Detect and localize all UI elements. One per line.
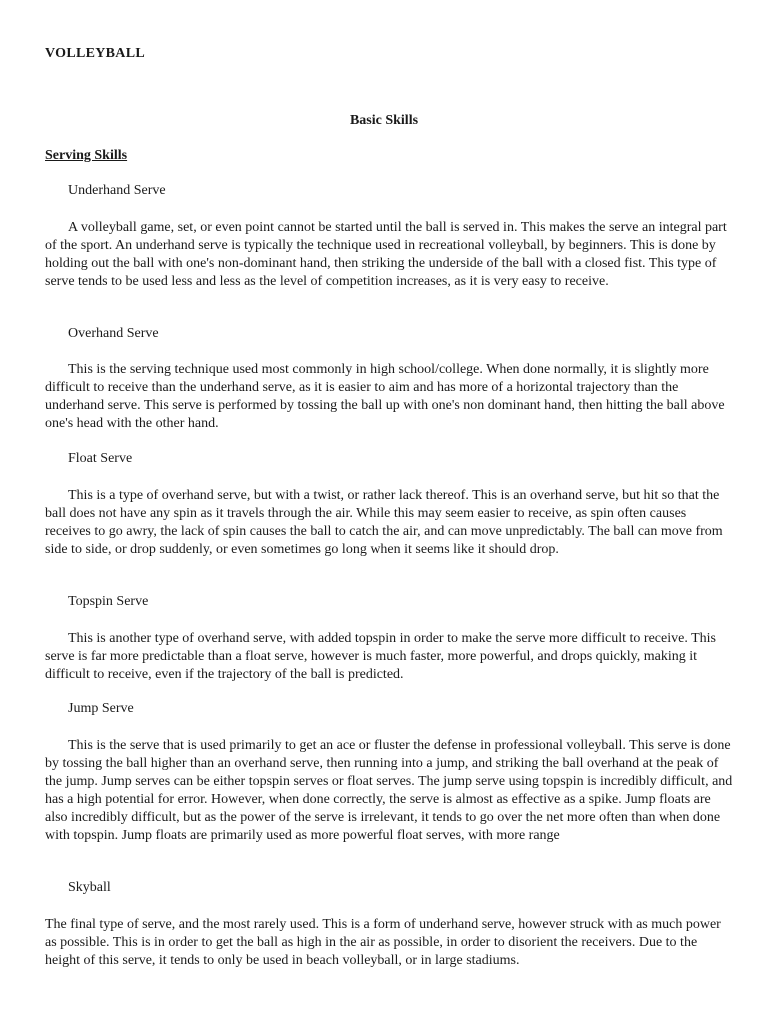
skill-title-underhand: Underhand Serve [68, 183, 166, 198]
section-heading: Basic Skills [349, 113, 419, 128]
skill-title-skyball: Skyball [68, 880, 111, 895]
skill-text-underhand: A volleyball game, set, or even point cannot be started until the ball is served in. This makes the serve an integral part of the sport. An underhand serve is typically the technique used in recreational volleyball, by beginners. This is done by holding out the ball with one's non-dominant hand, then striking the underside of the ball with a closed fist. This type of serve tends to be used less and less as the level of competition increases, as it is very easy to receive. [45, 220, 727, 289]
skill-title-overhand: Overhand Serve [68, 326, 159, 341]
skill-title-topspin: Topspin Serve [68, 594, 149, 609]
document-title: VOLLEYBALL [45, 46, 145, 61]
skill-text-float: This is a type of overhand serve, but with a twist, or rather lack thereof. This is an overhand serve, but hit so that the ball does not have any spin as it travels through the air. While this may seem easier to receive, as spin often causes receives to go awry, the lack of spin causes the ball to catch the air, and can move unpredictably. The ball can move from side to side, or drop suddenly, or even sometimes go long when it seems like it should drop. [45, 488, 723, 557]
skill-title-jump: Jump Serve [68, 701, 134, 716]
skill-text-topspin: This is another type of overhand serve, with added topspin in order to make the serve more difficult to receive. This serve is far more predictable than a float serve, however is much faster, more powerful, and drops quickly, making it difficult to receive, even if the trajectory of the ball is predicted. [45, 631, 716, 682]
skill-title-float: Float Serve [68, 451, 133, 466]
skill-text-overhand: This is the serving technique used most commonly in high school/college. When done normally, it is slightly more difficult to receive than the underhand serve, as it is easier to aim and has more of a horizontal trajectory than the underhand serve. This serve is performed by tossing the ball up with one's non dominant hand, then hitting the ball above one's head with the other hand. [45, 362, 725, 431]
skill-text-skyball: The final type of serve, and the most rarely used. This is a form of underhand serve, however struck with as much power as possible. This is in order to get the ball as high in the air as possible, in order to disorient the receivers. Due to the height of this serve, it tends to only be used in beach volleyball, or in large stadiums. [45, 917, 721, 968]
subsection-heading: Serving Skills [45, 148, 128, 163]
skill-text-jump: This is the serve that is used primarily to get an ace or fluster the defense in professional volleyball. This serve is done by tossing the ball higher than an overhand serve, then running into a jump, and striking the ball overhand at the peak of the jump. Jump serves can be either topspin serves or float serves. The jump serve using topspin is incredibly difficult, and has a high potential for error. However, when done correctly, the serve is almost as effective as a spike. Jump floats are also incredibly difficult, but as the power of the serve is irrelevant, it tends to go over the net more often than when done with topspin. Jump floats are primarily used as more powerful float serves, with more range [45, 738, 733, 843]
